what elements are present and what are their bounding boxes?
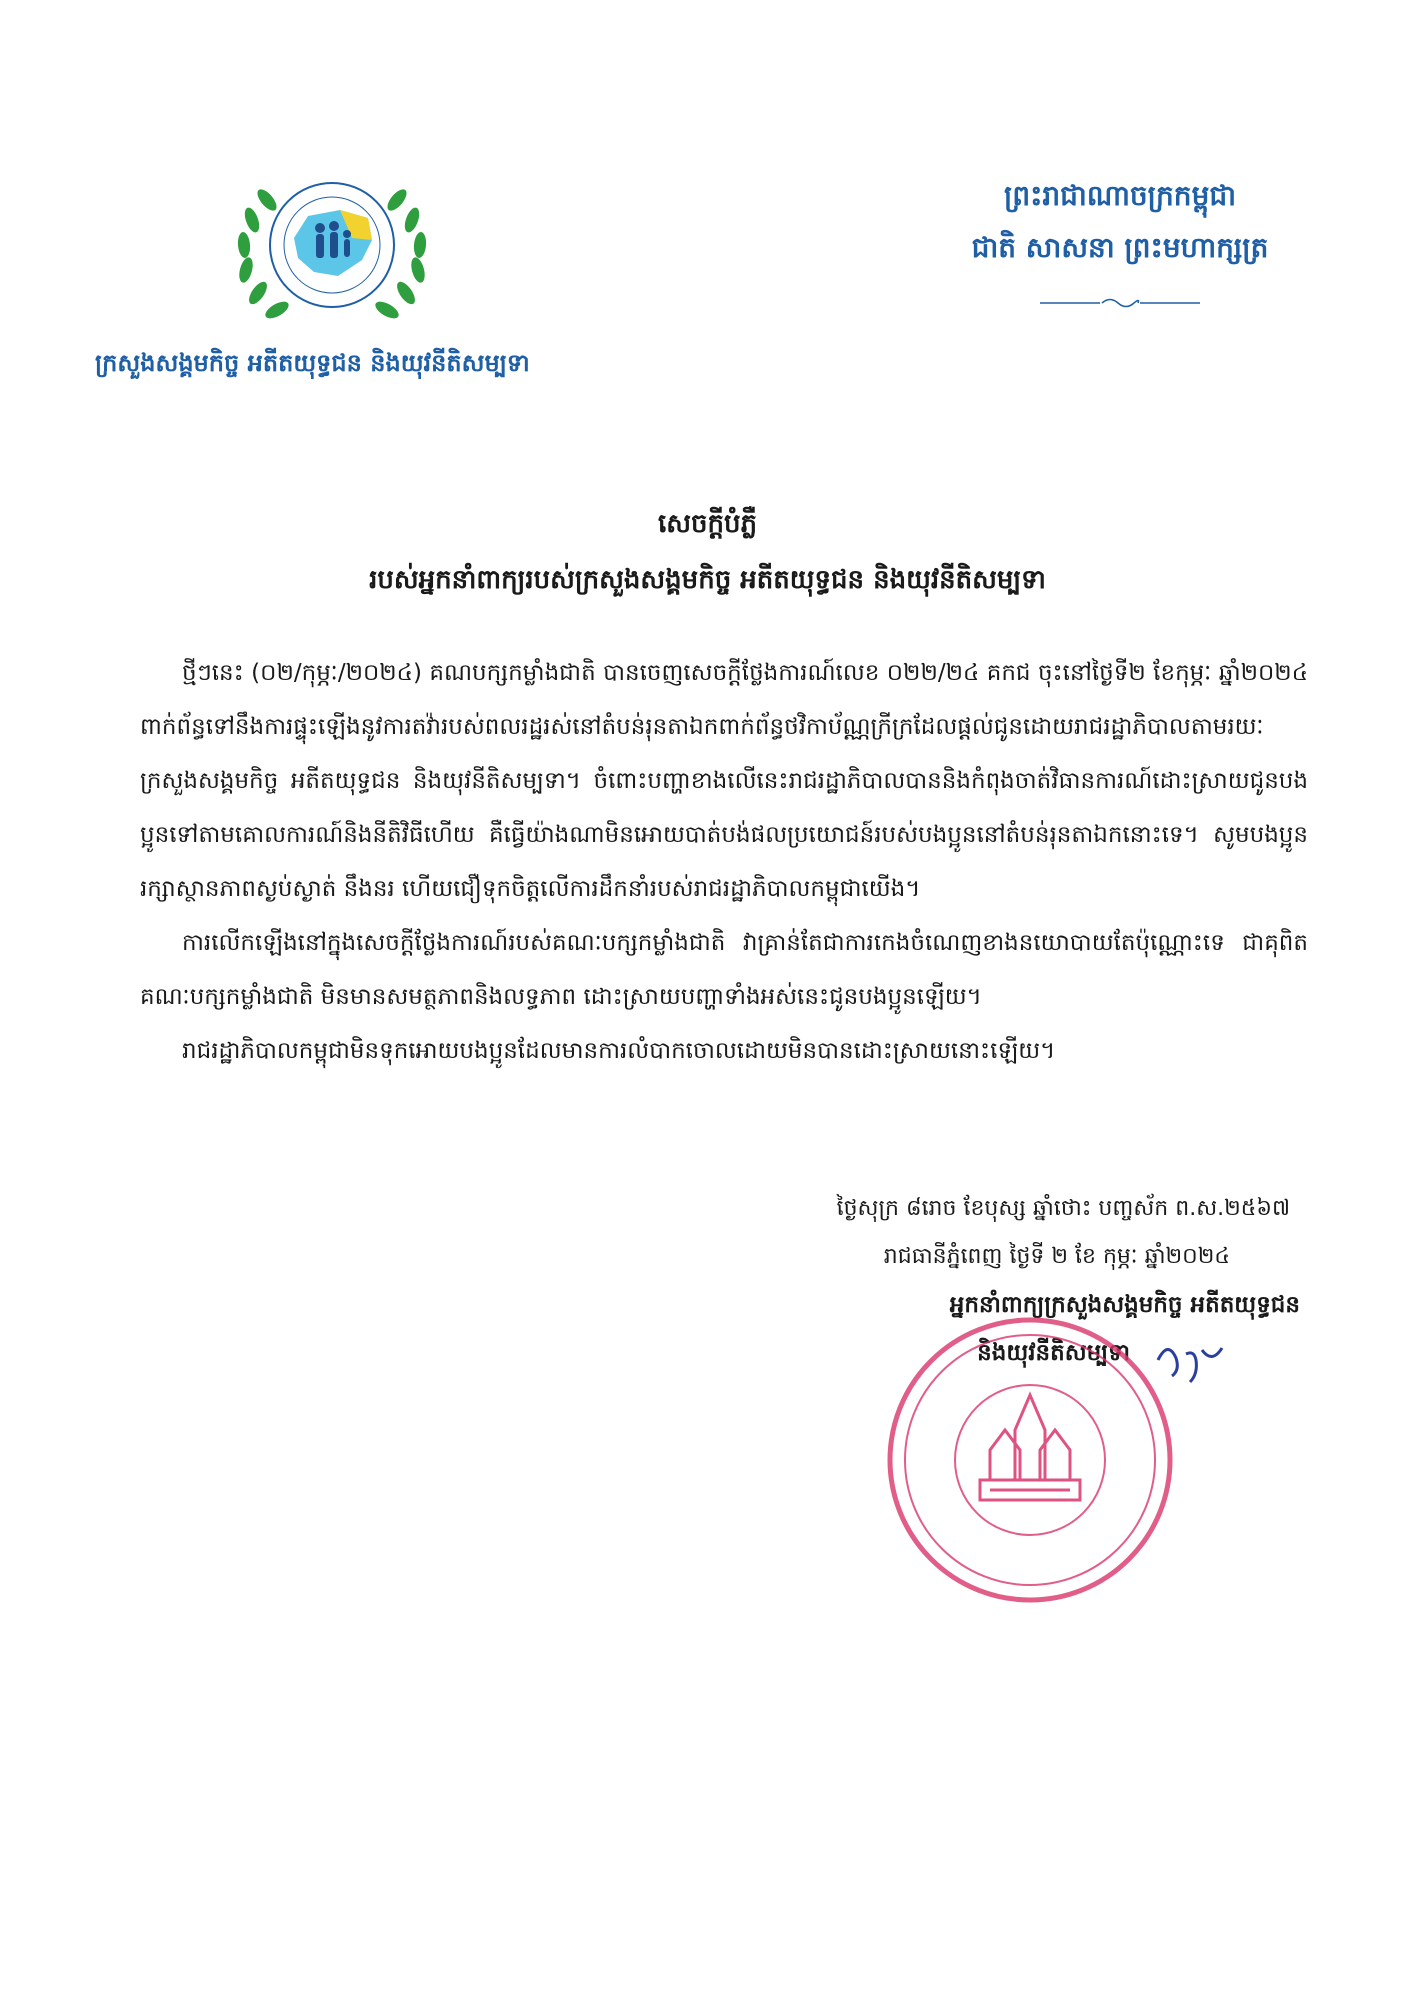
- ministry-name: ក្រសួងសង្គមកិច្ច អតីតយុទ្ធជន និងយុវនីតិសម្បទា: [95, 348, 530, 377]
- signatory-role: អ្នកនាំពាក្យក្រសួងសង្គមកិច្ច អតីតយុទ្ធជន: [949, 1291, 1300, 1318]
- signature-scribble-icon: [1150, 1330, 1240, 1390]
- kingdom-motto: [910, 170, 1330, 310]
- solar-date: រាជធានីភ្នំពេញ ថ្ងៃទី ២ ខែ កុម្ភៈ ឆ្នាំ២០២៤: [883, 1244, 1230, 1269]
- paragraph-1: ថ្មីៗនេះ (០២/កុម្ភៈ/២០២៤) គណបក្សកម្លាំងជាតិ បានចេញសេចក្ដីថ្លែងការណ៍លេខ ០២២/២៤ គកជ ចុះនៅថ្ងៃទី២ ខែកុម្ភៈ ឆ្នាំ២០២៤ ពាក់ព័ន្ធទៅនឹងការផ្ទុះឡើងនូវការតវ៉ារបស់ពលរដ្ឋរស់នៅតំបន់រុនតាឯកពាក់ព័ន្ធថវិកាប័ណ្ណក្រីក្រដែលផ្ដល់ជូនដោយរាជរដ្ឋាភិបាលតាមរយៈក្រសួងសង្គមកិច្ច អតីតយុទ្ធជន និងយុវនីតិសម្បទា។ ចំពោះបញ្ហាខាងលើនេះរាជរដ្ឋាភិបាលបាននិងកំពុងចាត់វិធានការណ៍ដោះស្រាយជូនបងប្អូនទៅតាមគោលការណ៍និងនីតិវិធីហើយ គឺធ្វើយ៉ាងណាមិនអោយបាត់បង់ផលប្រយោជន៍របស់បងប្អូននៅតំបន់រុនតាឯកនោះទេ។ សូមបងប្អូនរក្សាស្ថានភាពស្ងប់ស្ងាត់ នឹងនរ ហើយជឿទុកចិត្តលើការដឹកនាំរបស់រាជរដ្ឋាភិបាលកម្ពុជាយើង។: [140, 660, 1308, 902]
- document-body: [140, 646, 1308, 1078]
- emblem-graphic: [222, 160, 442, 330]
- ministry-emblem: [222, 160, 442, 330]
- lunar-date: ថ្ងៃសុក្រ ៨រោច ខែបុស្ស ឆ្នាំថោះ បញ្ចស័ក ព.ស.២៥៦៧: [836, 1196, 1290, 1221]
- nation-religion-king: ជាតិ សាសនា ព្រះមហាក្សត្រ: [971, 231, 1269, 264]
- signatory-role-continued: និងយុវនីតិសម្បទា: [977, 1339, 1130, 1366]
- document-title: [0, 496, 1415, 608]
- paragraph-3: រាជរដ្ឋាភិបាលកម្ពុជាមិនទុកអោយបងប្អូនដែលមានការលំបាកចោលដោយមិនបានដោះស្រាយនោះឡើយ។: [182, 1038, 1056, 1064]
- ornament-divider-icon: [1040, 296, 1200, 310]
- title-clarification: សេចក្ដីបំភ្លឺ: [657, 509, 758, 539]
- kingdom-title: ព្រះរាជាណាចក្រកម្ពុជា: [1003, 179, 1236, 212]
- paragraph-2: ការលើកឡើងនៅក្នុងសេចក្ដីថ្លែងការណ៍របស់គណៈបក្សកម្លាំងជាតិ វាគ្រាន់តែជាការកេងចំណេញខាងនយោបាយតែប៉ុណ្ណោះទេ ជាគុពិតគណៈបក្សកម្លាំងជាតិ មិនមានសមត្ថភាពនិងលទ្ធភាព ដោះស្រាយបញ្ហាទាំងអស់នេះជូនបងប្អូនឡើយ។: [140, 930, 1308, 1010]
- title-spokesperson: របស់អ្នកនាំពាក្យរបស់ក្រសួងសង្គមកិច្ច អតីតយុទ្ធជន និងយុវនីតិសម្បទា: [369, 565, 1046, 595]
- angkor-temple-icon: [980, 1395, 1080, 1500]
- official-seal-icon: [880, 1310, 1180, 1610]
